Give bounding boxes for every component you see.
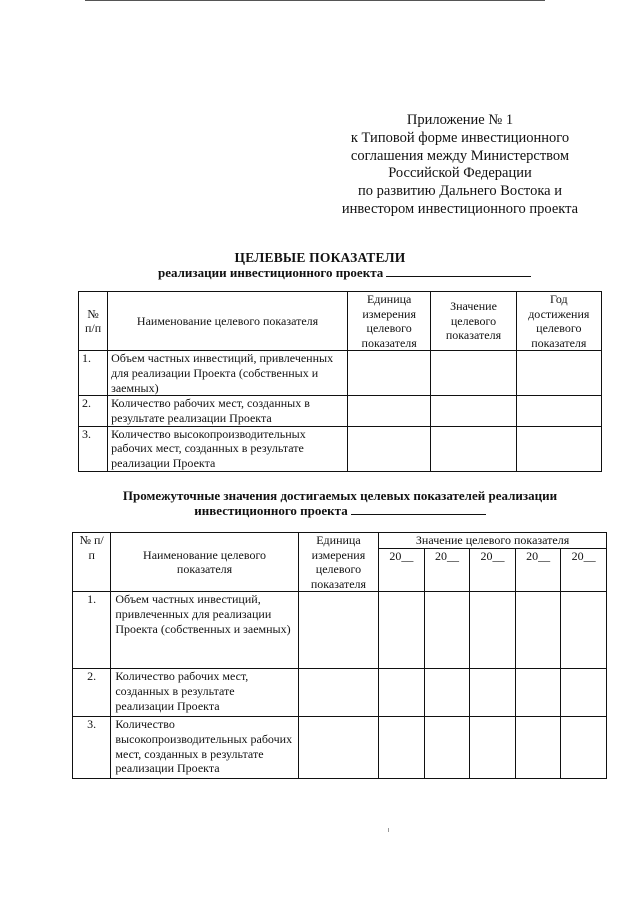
scan-top-edge-line xyxy=(85,0,545,1)
appendix-line: соглашения между Министерством xyxy=(350,147,570,164)
empty-cell xyxy=(470,717,516,779)
row-num: 3. xyxy=(73,717,111,779)
table-row xyxy=(73,669,607,717)
table2-title-line1: Промежуточные значения достигаемых целевых показателей реализации xyxy=(122,488,558,503)
empty-cell xyxy=(516,396,601,426)
row-name: Объем частных инвестиций, привлеченных для реализации Проекта (собственных и заемных) xyxy=(108,351,348,396)
empty-cell xyxy=(298,669,378,717)
header-value: Значение целевого показателя xyxy=(431,292,516,351)
appendix-line: Российской Федерации xyxy=(388,165,532,182)
header-num: № п/п xyxy=(73,533,111,592)
empty-cell xyxy=(298,592,378,669)
row-name: Объем частных инвестиций, привлеченных для реализации Проекта (собственных и заемных) xyxy=(111,592,298,669)
empty-cell xyxy=(515,717,561,779)
empty-cell xyxy=(348,396,431,426)
header-year: 20__ xyxy=(515,548,561,592)
table-row xyxy=(79,396,602,426)
empty-cell xyxy=(516,351,601,396)
header-name: Наименование целевого показателя xyxy=(111,533,298,592)
appendix-line: по развитию Дальнего Востока и xyxy=(358,183,562,200)
appendix-line: к Типовой форме инвестиционного xyxy=(350,129,570,146)
row-num: 3. xyxy=(79,426,108,471)
header-year: 20__ xyxy=(424,548,470,592)
empty-cell xyxy=(348,426,431,471)
empty-cell xyxy=(431,351,516,396)
table1-title: ЦЕЛЕВЫЕ ПОКАЗАТЕЛИ xyxy=(234,250,406,265)
blank-underline xyxy=(351,503,486,515)
empty-cell xyxy=(516,426,601,471)
row-num: 2. xyxy=(79,396,108,426)
scan-artifact xyxy=(388,828,389,832)
appendix-line: инвестором инвестиционного проекта xyxy=(341,200,579,217)
header-name: Наименование целевого показателя xyxy=(108,292,348,351)
empty-cell xyxy=(470,592,516,669)
empty-cell xyxy=(561,592,607,669)
table2-title-line2-wrap xyxy=(0,503,640,518)
header-num: № п/п xyxy=(79,292,108,351)
row-num: 2. xyxy=(73,669,111,717)
empty-cell xyxy=(298,717,378,779)
table-row xyxy=(79,426,602,471)
empty-cell xyxy=(379,669,425,717)
blank-underline xyxy=(386,265,531,277)
table1-subtitle-text: реализации инвестиционного проекта xyxy=(158,265,384,280)
empty-cell xyxy=(348,351,431,396)
appendix-line: Приложение № 1 xyxy=(406,112,514,128)
table-header-row xyxy=(73,533,607,549)
header-unit: Единица измерения целевого показателя xyxy=(348,292,431,351)
empty-cell xyxy=(431,426,516,471)
empty-cell xyxy=(515,669,561,717)
header-year: 20__ xyxy=(379,548,425,592)
empty-cell xyxy=(431,396,516,426)
empty-cell xyxy=(379,717,425,779)
header-year: 20__ xyxy=(470,548,516,592)
table-row xyxy=(79,351,602,396)
header-year: Год достижения целевого показателя xyxy=(516,292,601,351)
empty-cell xyxy=(470,669,516,717)
row-num: 1. xyxy=(73,592,111,669)
row-name: Количество высокопроизводительных рабочих мест, созданных в результате реализации Проекта xyxy=(111,717,298,779)
header-unit: Единица измерения целевого показателя xyxy=(298,533,378,592)
target-indicators-table xyxy=(78,291,602,472)
header-year: 20__ xyxy=(561,548,607,592)
header-value-group: Значение целевого показателя xyxy=(379,533,607,549)
empty-cell xyxy=(515,592,561,669)
intermediate-values-table xyxy=(72,532,607,779)
table2-title-line2: инвестиционного проекта xyxy=(194,503,348,518)
table-row xyxy=(73,717,607,779)
empty-cell xyxy=(424,669,470,717)
empty-cell xyxy=(561,717,607,779)
empty-cell xyxy=(379,592,425,669)
table-header-row xyxy=(79,292,602,351)
empty-cell xyxy=(424,592,470,669)
table1-subtitle xyxy=(158,265,531,281)
table2-title xyxy=(0,488,640,518)
table-row xyxy=(73,592,607,669)
row-num: 1. xyxy=(79,351,108,396)
row-name: Количество высокопроизводительных рабочих мест, созданных в результате реализации Проекта xyxy=(108,426,348,471)
empty-cell xyxy=(424,717,470,779)
empty-cell xyxy=(561,669,607,717)
appendix-header xyxy=(310,112,610,219)
row-name: Количество рабочих мест, созданных в результате реализации Проекта xyxy=(111,669,298,717)
row-name: Количество рабочих мест, созданных в результате реализации Проекта xyxy=(108,396,348,426)
